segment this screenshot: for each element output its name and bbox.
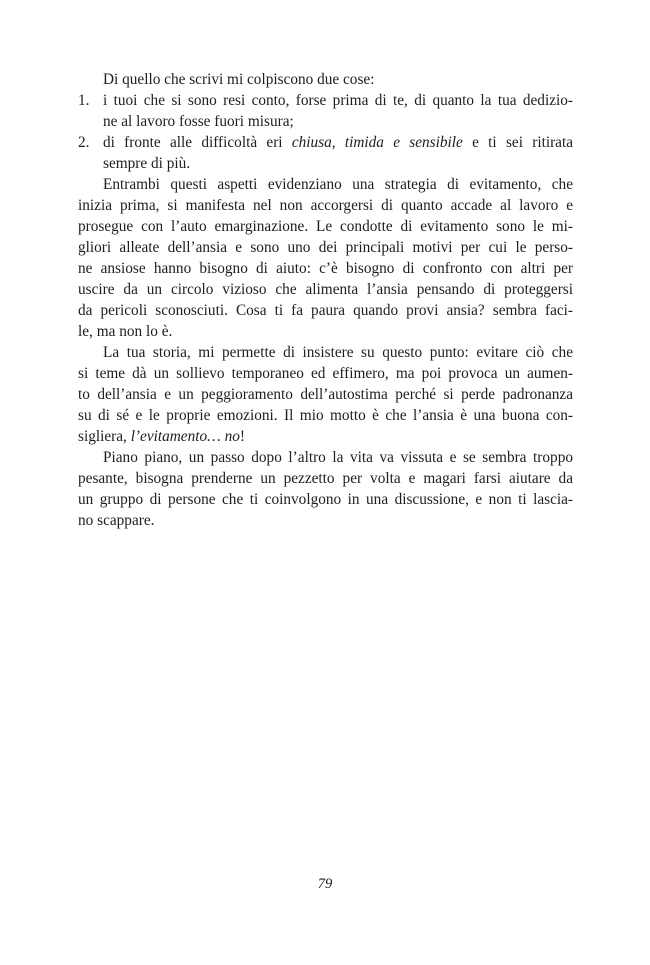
paragraph-3-line-4: no scappare. (78, 512, 155, 529)
page-number: 79 (317, 876, 333, 892)
paragraph-2-line-2: si teme dà un sollievo temporaneo ed effimero, ma poi provoca un aumen- (78, 365, 573, 382)
paragraph-1-line-8: le, ma non lo è. (78, 323, 173, 340)
paragraph-2-line-5 (78, 427, 573, 447)
paragraph-2-line-3: to dell’ansia e un peggioramento dell’autostima perché si perde padronanza (78, 386, 573, 403)
paragraph-1-line-6: uscire da un circolo vizioso che alimenta l’ansia pensando di proteggersi (78, 281, 573, 298)
intro-line: Di quello che scrivi mi colpiscono due cose: (103, 71, 375, 88)
paragraph-1-line-2: inizia prima, si manifesta nel non accorgersi di quanto accade al lavoro e (78, 197, 573, 214)
list-item-1-line-2: ne al lavoro fosse fuori misura; (103, 113, 294, 130)
paragraph-2-line-1: La tua storia, mi permette di insistere su questo punto: evitare ciò che (103, 344, 573, 361)
list-marker-2: 2. (78, 134, 90, 151)
list-item-1-line-1: i tuoi che si sono resi conto, forse prima di te, di quanto la tua dedizio- (103, 92, 573, 109)
paragraph-1-line-7: da pericoli sconosciuti. Cosa ti fa paura quando provi ansia? sembra faci- (78, 302, 573, 319)
paragraph-3-line-3: un gruppo di persone che ti coinvolgono in una discussione, e non ti lascia- (78, 491, 573, 508)
paragraph-1-line-3: prosegue con l’auto emarginazione. Le condotte di evitamento sono le mi- (78, 218, 573, 235)
paragraph-3-line-2: pesante, bisogna prenderne un pezzetto per volta e magari farsi aiutare da (78, 470, 573, 487)
paragraph-2-last-before: sigliera, (78, 428, 131, 445)
paragraph-1-line-4: gliori alleate dell’ansia e sono uno dei principali motivi per cui le perso- (78, 239, 573, 256)
paragraph-1-line-1: Entrambi questi aspetti evidenziano una strategia di evitamento, che (103, 176, 573, 193)
list-item-2-text-before: di fronte alle difficoltà eri (103, 134, 292, 151)
paragraph-3-line-1: Piano piano, un passo dopo l’altro la vita va vissuta e se sembra troppo (103, 449, 573, 466)
list-item-2-text-after: e ti sei ritirata (462, 134, 573, 151)
list-item-2-italic: chiusa, timida e sensibile (291, 134, 463, 151)
paragraph-2-last-italic: l’evitamento… no (130, 428, 240, 445)
list-marker-1: 1. (78, 92, 90, 109)
paragraph-2-last-after: ! (239, 428, 245, 445)
list-item-2-line-1 (103, 133, 573, 153)
paragraph-1-line-5: ne ansiose hanno bisogno di aiuto: c’è bisogno di confronto con altri per (78, 260, 573, 277)
paragraph-2-line-4: su di sé e le proprie emozioni. Il mio motto è che l’ansia è una buona con- (78, 407, 573, 424)
list-item-2-line-2: sempre di più. (103, 155, 191, 172)
